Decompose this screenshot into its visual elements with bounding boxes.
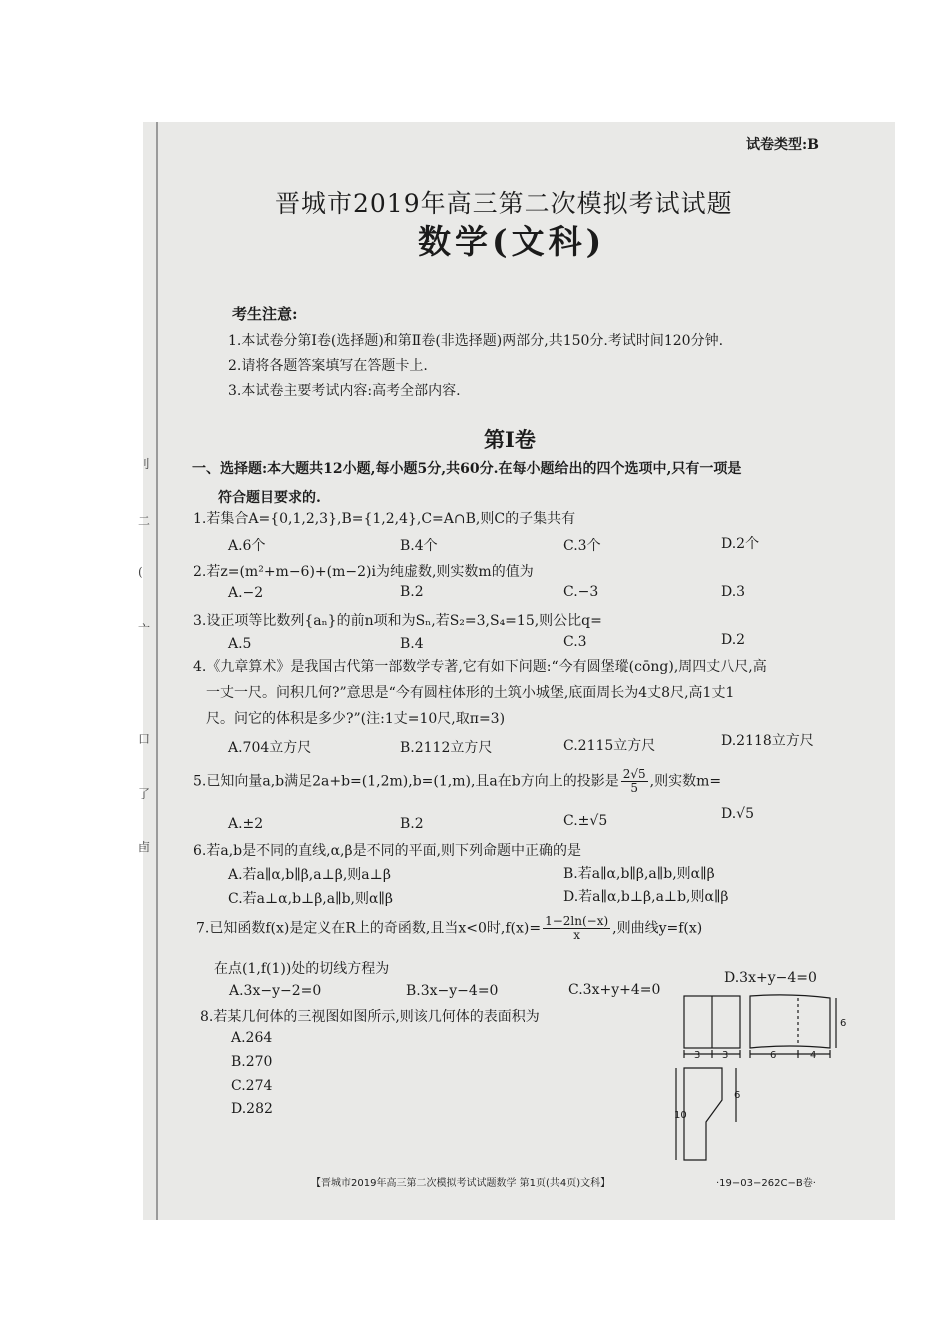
page-footer: 【晋城市2019年高三第二次模拟考试试题数学 第1页(共4页)文科】: [311, 1178, 611, 1189]
question-7-text: 7.已知函数f(x)是定义在R上的奇函数,且当x<0时,f(x)=: [196, 920, 542, 937]
dimension-label: 6: [734, 1090, 741, 1101]
option: D.282: [231, 1101, 273, 1117]
option: B.270: [231, 1054, 273, 1070]
option: A.若a∥α,b∥β,a⊥β,则a⊥β: [228, 867, 391, 883]
exam-subtitle: 数学(文科): [418, 222, 606, 261]
question-8-stem: 8.若某几何体的三视图如图所示,则该几何体的表面积为: [200, 1009, 540, 1025]
option: B.4个: [400, 538, 438, 554]
option: A.704立方尺: [228, 740, 312, 756]
option: C.3: [563, 634, 587, 650]
option: A.−2: [228, 585, 264, 601]
option: D.2: [721, 632, 746, 648]
fraction-numerator: 2√5: [622, 767, 646, 781]
binding-line: [156, 122, 158, 1220]
dimension-label: 6: [840, 1018, 847, 1029]
option: D.2个: [721, 536, 760, 552]
question-4-line: 4.《九章算术》是我国古代第一部数学专著,它有如下问题:“今有圆堡瑽(cōng),周四丈八尺,高: [193, 659, 767, 675]
option: B.4: [400, 636, 424, 652]
side-view: [750, 995, 830, 1048]
notes-heading: 考生注意:: [232, 305, 298, 323]
margin-mark: 刂: [138, 457, 151, 471]
top-view: [684, 1068, 722, 1160]
option: D.3x+y−4=0: [724, 970, 817, 986]
section-instruction: 符合题目要求的.: [218, 490, 321, 506]
question-2-stem: 2.若z=(m²+m−6)+(m−2)i为纯虚数,则实数m的值为: [193, 564, 534, 580]
fraction-numerator: 1−2ln(−x): [545, 914, 609, 928]
option: A.264: [231, 1030, 273, 1046]
option: C.若a⊥α,b⊥β,a∥b,则α∥β: [228, 891, 393, 907]
question-3-stem: 3.设正项等比数列{aₙ}的前n项和为Sₙ,若S₂=3,S₄=15,则公比q=: [193, 613, 602, 629]
question-7-stem: [196, 915, 702, 942]
note-item: 1.本试卷分第Ⅰ卷(选择题)和第Ⅱ卷(非选择题)两部分,共150分.考试时间120分钟.: [228, 333, 724, 349]
option: D.√5: [721, 806, 755, 822]
question-4-line: 尺。问它的体积是多少?”(注:1丈=10尺,取π=3): [206, 711, 506, 727]
option: B.2112立方尺: [400, 740, 493, 756]
option: A.3x−y−2=0: [229, 983, 322, 999]
question-7-text: ,则曲线y=f(x): [612, 920, 703, 937]
margin-mark: 卣: [138, 840, 151, 854]
option: C.3个: [563, 538, 601, 554]
dimension-label: 3: [722, 1050, 729, 1061]
question-1-stem: 1.若集合A={0,1,2,3},B={1,2,4},C=A∩B,则C的子集共有: [193, 511, 576, 527]
footer-code: ·19−03−262C−B卷·: [716, 1178, 816, 1189]
note-item: 2.请将各题答案填写在答题卡上.: [228, 358, 428, 374]
question-4-line: 一丈一尺。问积几何?”意思是“今有圆柱体形的土筑小城堡,底面周长为4丈8尺,高1丈1: [206, 685, 735, 701]
option: A.5: [228, 636, 252, 652]
dimension-label: 4: [810, 1050, 817, 1061]
paper-type: 试卷类型:B: [746, 137, 820, 153]
exam-title: 晋城市2019年高三第二次模拟考试试题: [275, 189, 733, 218]
margin-mark: 亠: [138, 622, 151, 636]
option: C.±√5: [563, 813, 608, 829]
option: D.2118立方尺: [721, 733, 814, 749]
section-title: 第Ⅰ卷: [484, 427, 536, 452]
option: C.3x+y+4=0: [568, 982, 661, 998]
projection-fraction: [621, 768, 648, 795]
option: D.3: [721, 584, 746, 600]
margin-mark: 二: [138, 514, 151, 528]
option: D.若a∥α,b⊥β,a⊥b,则α∥β: [563, 889, 729, 905]
three-view-figure: [660, 990, 860, 1170]
margin-mark: 口: [138, 732, 151, 746]
question-5-text: 5.已知向量a,b满足2a+b=(1,2m),b=(1,m),且a在b方向上的投影是: [193, 773, 619, 790]
function-fraction: [543, 915, 610, 942]
question-5-stem: [193, 768, 721, 795]
fraction-denominator: x: [573, 928, 580, 942]
option: C.2115立方尺: [563, 738, 656, 754]
option: B.3x−y−4=0: [406, 983, 499, 999]
option: C.−3: [563, 584, 599, 600]
question-5-text: ,则实数m=: [649, 773, 722, 790]
question-6-stem: 6.若a,b是不同的直线,α,β是不同的平面,则下列命题中正确的是: [193, 843, 582, 859]
section-instruction: 一、选择题:本大题共12小题,每小题5分,共60分.在每小题给出的四个选项中,只有一项是: [192, 461, 742, 477]
option: B.若a∥α,b∥β,a∥b,则α∥β: [563, 866, 715, 882]
option: A.6个: [228, 538, 266, 554]
option: A.±2: [228, 816, 264, 832]
margin-mark: 了: [138, 787, 151, 801]
question-7-line: 在点(1,f(1))处的切线方程为: [214, 961, 390, 977]
dimension-label: 6: [770, 1050, 777, 1061]
margin-mark: (: [138, 565, 143, 579]
note-item: 3.本试卷主要考试内容:高考全部内容.: [228, 383, 461, 399]
dimension-label: 10: [674, 1110, 687, 1121]
option: B.2: [400, 584, 424, 600]
option: C.274: [231, 1078, 273, 1094]
dimension-label: 3: [694, 1050, 701, 1061]
fraction-denominator: 5: [630, 781, 638, 795]
option: B.2: [400, 816, 424, 832]
